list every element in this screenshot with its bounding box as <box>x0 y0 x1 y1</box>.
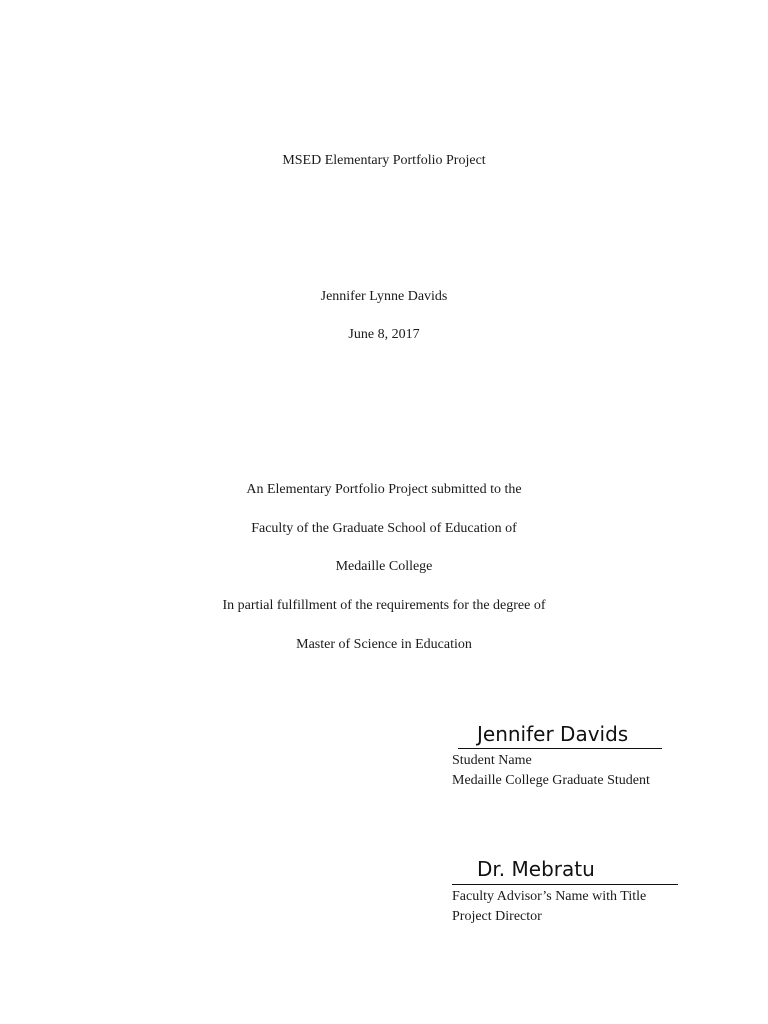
author-name: Jennifer Lynne Davids <box>320 289 448 304</box>
submission-line-3: Medaille College <box>335 559 433 574</box>
student-signature-line <box>458 748 662 749</box>
advisor-signature-name: Dr. Mebratu <box>477 857 595 881</box>
document-title: MSED Elementary Portfolio Project <box>282 153 486 168</box>
student-role-caption: Medaille College Graduate Student <box>452 773 650 788</box>
submission-date: June 8, 2017 <box>348 327 420 342</box>
submission-line-2: Faculty of the Graduate School of Education of <box>251 521 517 536</box>
student-signature-name: Jennifer Davids <box>477 722 629 746</box>
advisor-name-caption: Faculty Advisor’s Name with Title <box>452 889 647 904</box>
advisor-signature-line <box>452 884 678 885</box>
advisor-role-caption: Project Director <box>452 909 542 924</box>
submission-line-5: Master of Science in Education <box>296 637 472 652</box>
submission-line-1: An Elementary Portfolio Project submitted to the <box>246 482 522 497</box>
submission-line-4: In partial fulfillment of the requirements for the degree of <box>222 598 546 613</box>
student-name-caption: Student Name <box>452 753 532 768</box>
